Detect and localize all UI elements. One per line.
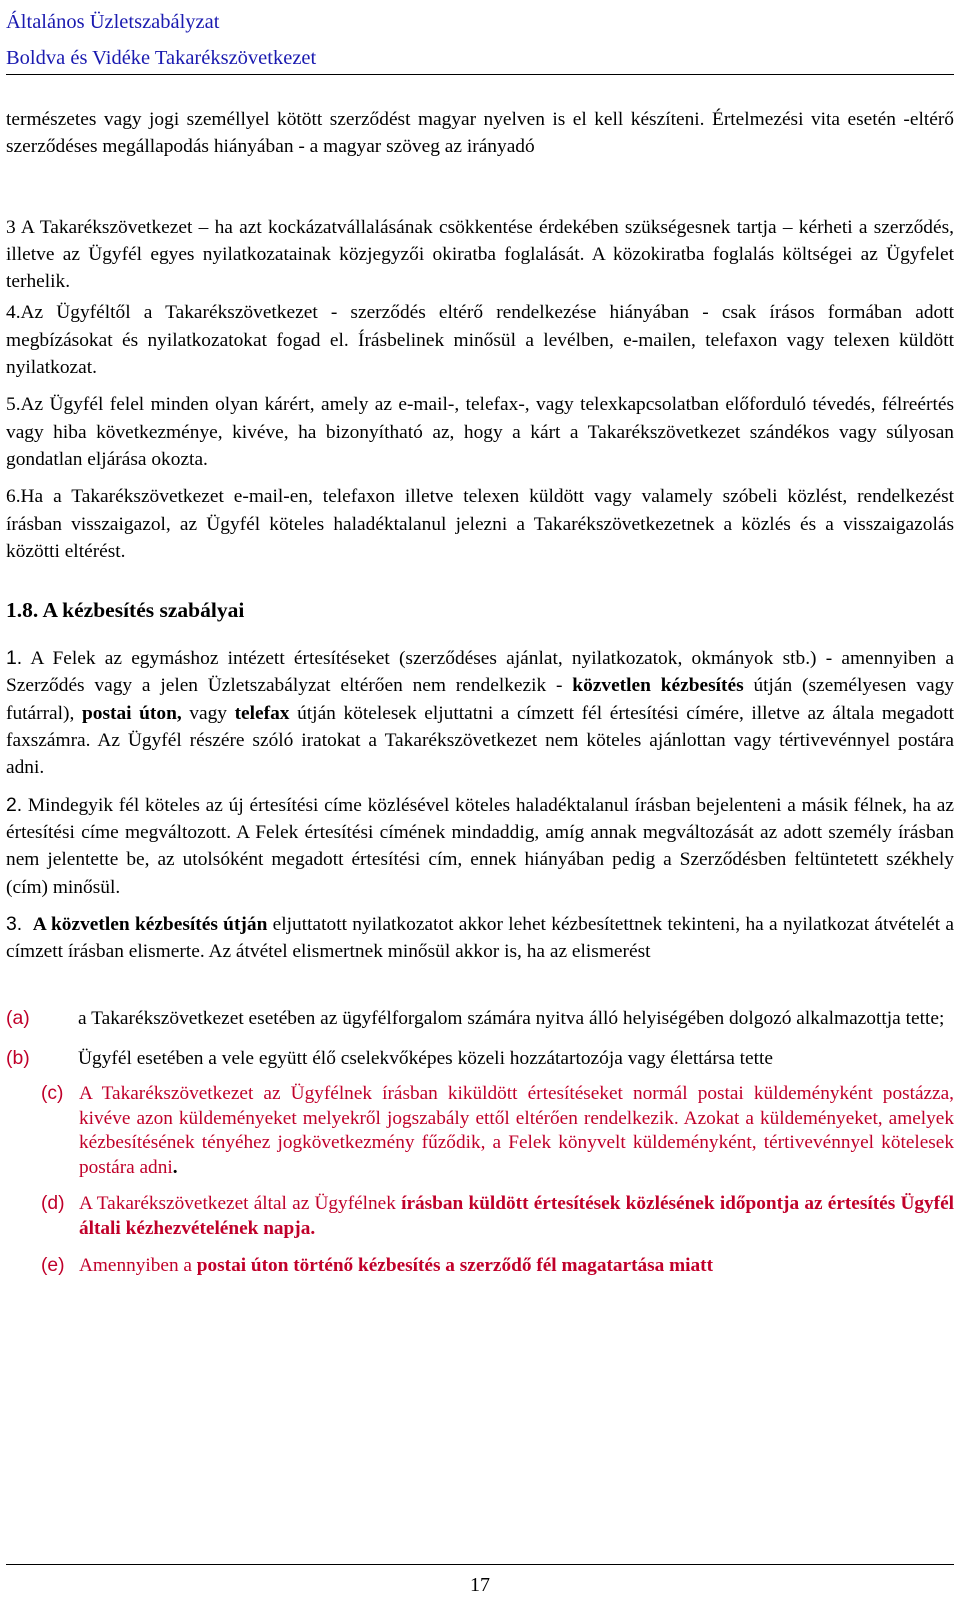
- document-title: Általános Üzletszabályzat: [6, 11, 220, 33]
- sub-item-c-label: (c): [41, 1083, 64, 1105]
- page-number: 17: [470, 1574, 490, 1596]
- sub-item-a-label: (a): [6, 1007, 30, 1030]
- footer-divider: [6, 1564, 954, 1565]
- item-2-number: 2.: [6, 793, 23, 816]
- sub-item-b: (b) Ügyfél esetében a vele együtt élő cselekvőképes közeli hozzátartozója vagy élettársa tette: [6, 1045, 954, 1072]
- item-2: 2. Mindegyik fél köteles az új értesítési címe közlésével köteles haladéktalanul írásban bejelenteni a másik félnek, ha az értesítési címe megváltozott. A Felek értesítési címének mindaddig, amíg annak megváltozását az adott személy írásban nem jelentette be, az utolsóként megadott értesítési cím, ennek hiányában pedig a Szerződésben feltüntetett székhely (cím) minősül.: [6, 793, 954, 898]
- sub-item-a: (a) a Takarékszövetkezet esetében az ügyfélforgalom számára nyitva álló helyiségében dolgozó alkalmazottja tette;: [6, 1005, 954, 1032]
- paragraph-4: 4.Az Ügyféltől a Takarékszövetkezet - szerződés eltérő rendelkezése hiányában - csak írásos formában adott megbízásokat és nyilatkozatokat fogad el. Írásbelinek minősül a levélben, e-mailen, telefaxon vagy telexen küldött nyilatkozat.: [6, 302, 954, 379]
- sub-item-e-label: (e): [41, 1254, 65, 1276]
- organization-name: Boldva és Vidéke Takarékszövetkezet: [6, 47, 317, 69]
- item-1: 1. A Felek az egymáshoz intézett értesítéseket (szerződéses ajánlat, nyilatkozatok, okmányok stb.) - amennyiben a Szerződés vagy a jelen Üzletszabályzat eltérően nem rendelkezik - közvetlen kézbesítés útján (személyesen vagy futárral), postai úton, vagy telefax útján kötelesek eljuttatni a címzett fél értesítési címére, illetve az általa megadott faxszámra. Az Ügyfél részére szóló iratokat a Takarékszövetkezet nem köteles ajánlottan vagy tértivevénnyel postára adni.: [6, 647, 955, 779]
- item-1-number: 1.: [6, 647, 23, 670]
- item-3: 3. A közvetlen kézbesítés útján eljuttatott nyilatkozatot akkor lehet kézbesítettnek tekinteni, ha a nyilatkozat átvételét a címzett írásban elismerte. Az átvétel elismertnek minősül akkor is, ha az elismerést: [6, 912, 954, 963]
- paragraph-3: 3 A Takarékszövetkezet – ha azt kockázatvállalásának csökkentése érdekében szükségesnek tartja – kérheti a szerződés, illetve az Ügyfél egyes nyilatkozatainak közjegyzői okiratba foglalását. A közokiratba foglalás költségei az Ügyfelet terhelik.: [6, 216, 954, 293]
- sub-item-c: (c) A Takarékszövetkezet az Ügyfélnek írásban kiküldött értesítéseket normál postai küldeményként postázza, kivéve azon küldeményeket melyekről jogszabály ettől eltérően rendelkezik. Azokat a küldeményeket, amelyek kézbesítésének tényéhez jogkövetkezmény fűződik, a Felek könyvelt küldeményként, tértivevénnyel kötelesek postára adni.: [41, 1083, 954, 1178]
- sub-item-e: (e) Amennyiben a postai úton történő kézbesítés a szerződő fél magatartása miatt: [6, 1254, 954, 1279]
- paragraph-5: 5.Az Ügyfél felel minden olyan kárért, amely az e-mail-, telefax-, vagy telexkapcsolatban előforduló tévedés, félreértés vagy hiba következménye, kivéve, ha bizonyítható az, hogy a kárt a Takarékszövetkezet szándékos vagy súlyosan gondatlan eljárása okozta.: [6, 394, 954, 470]
- paragraph-6: 6.Ha a Takarékszövetkezet e-mail-en, telefaxon illetve telexen küldött vagy valamely szóbeli közlést, rendelkezést írásban visszaigazol, az Ügyfél köteles haladéktalanul jelezni a Takarékszövetkezetnek a közlés és a visszaigazolás közötti eltérést.: [6, 486, 954, 562]
- paragraph-intro: természetes vagy jogi személlyel kötött szerződést magyar nyelven is el kell készíteni. Értelmezési vita esetén -eltérő szerződéses megállapodás hiányában - a magyar szöveg az irányadó: [6, 109, 954, 158]
- sub-item-b-label: (b): [6, 1046, 30, 1069]
- document-body: [6, 106, 954, 1278]
- sub-item-d-label: (d): [41, 1193, 65, 1215]
- header-divider: [6, 74, 954, 75]
- section-heading: 1.8. A kézbesítés szabályai: [6, 598, 245, 623]
- page-header: [6, 4, 954, 76]
- sub-item-d: (d) A Takarékszövetkezet által az Ügyfélnek írásban küldött értesítések közlésének időpontja az értesítés Ügyfél általi kézhezvételének napja.: [41, 1193, 954, 1239]
- item-3-number: 3.: [6, 912, 23, 935]
